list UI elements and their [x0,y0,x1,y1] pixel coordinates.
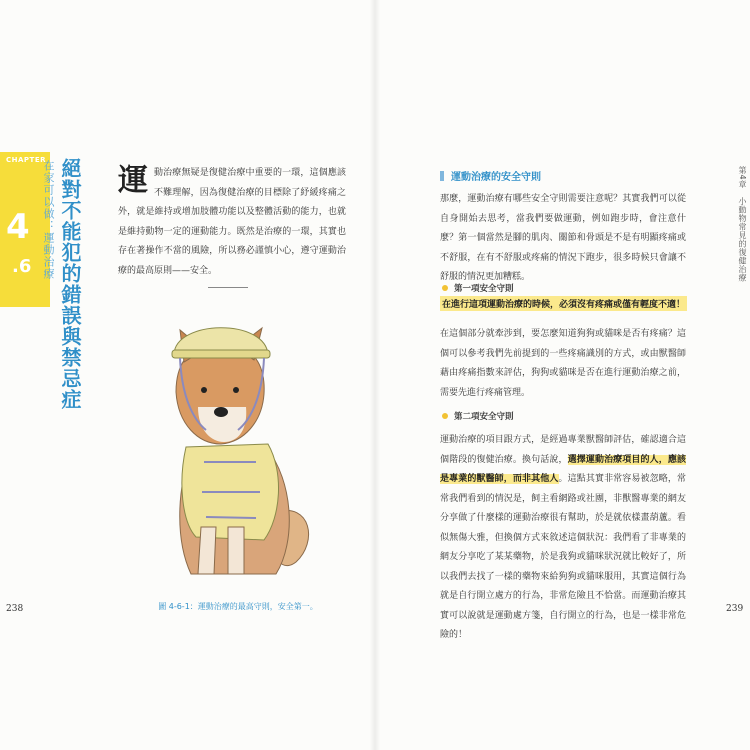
paragraph-3-text-b: 。這點其實非常容易被忽略，常常我們看到的情況是，飼主看網路或社團，非獸醫專業的網友分享做了什麼樣的運動治療很有幫助，於是就依樣畫葫蘆。看似無傷大雅，但換個方式來敘述這個狀況：我們看了非專業的網友分享吃了某某藥物，於是我狗或貓咪狀況就比較好了，所以我們去找了一樣的藥物來給狗狗或貓咪服用，其實這個行為就是自行開立處方的行為，非常危險且不恰當。而運動治療其實可以說就是運動處方箋，自行開立的行為，也是一樣非常危險的！ [440,474,686,640]
paragraph-2: 在這個部分就牽涉到，要怎麼知道狗狗或貓咪是否有疼痛？這個可以參考我們先前提到的一些疼痛識別的方式，或由獸醫師藉由疼痛指數來評估，狗狗或貓咪是否在進行運動治療之前，需要先進行疼痛管理。 [440,329,686,398]
rule-1-highlight: 在進行這項運動治療的時候，必須沒有疼痛或僅有輕度不適！ [440,296,687,311]
rule-1-heading-text: 第一項安全守則 [454,284,514,294]
intro-text: 動治療無疑是復健治療中重要的一環，這個應該不難理解，因為復健治療的目標除了紓緩疼痛之外，就是維持或增加肢體功能以及整體活動的能力，也就是維持動物一定的運動能力。既然是治療的一環，其實也存在著操作不當的風險，所以務必謹慎小心，遵守運動治療的最高原則——安全。 [118,168,346,276]
section-title-vertical: 絕對不能犯的錯誤與禁忌症 [58,158,82,410]
chapter-side-label: 第4章 小動物常見的復健治療 [738,166,747,283]
section-number-sub: .6 [12,256,32,277]
figure-caption: 圖 4-6-1：運動治療的最高守則，安全第一。 [158,602,318,611]
section-heading [440,168,541,183]
dropcap: 運 [118,163,148,198]
bullet-dot [442,413,448,419]
heading-bar [440,171,444,181]
section-subtitle-vertical: 在家可以做：運動治療 [42,160,55,280]
paragraph-1: 那麼，運動治療有哪些安全守則需要注意呢？其實我們可以從自身開始去思考，當我們要做運動，例如跑步時，會注意什麼？第一個當然是腳的肌肉、關節和骨頭是不是有明顯疼痛或不舒服，在有不舒服或疼痛的情況下跑步，很多時候只會讓不舒服的情況更加糟糕。 [440,194,686,282]
bullet-dot [442,285,448,291]
paragraph-3 [440,431,686,646]
shiba-dog-illustration [136,312,326,590]
rule-1-heading [440,282,514,294]
chapter-label: CHAPTER [6,156,46,164]
rule-2-heading [440,410,514,422]
book-gutter [370,0,380,750]
intro-paragraph [118,164,346,281]
divider [208,287,248,288]
paragraph-3-text-a: 運動治療的項目跟方式，是經過專業獸醫師評估，確認適合這個階段的復健治療。換句話說， [440,435,686,465]
section-heading-text: 運動治療的安全守則 [451,172,541,183]
page-number-left: 238 [6,604,24,614]
section-number-main: 4 [6,207,30,247]
paragraph-3-highlight: 選擇運動治療項目的人，應該是專業的獸醫師，而非其他人 [440,454,686,484]
page-number-right: 239 [726,604,744,614]
rule-2-heading-text: 第二項安全守則 [454,412,514,422]
